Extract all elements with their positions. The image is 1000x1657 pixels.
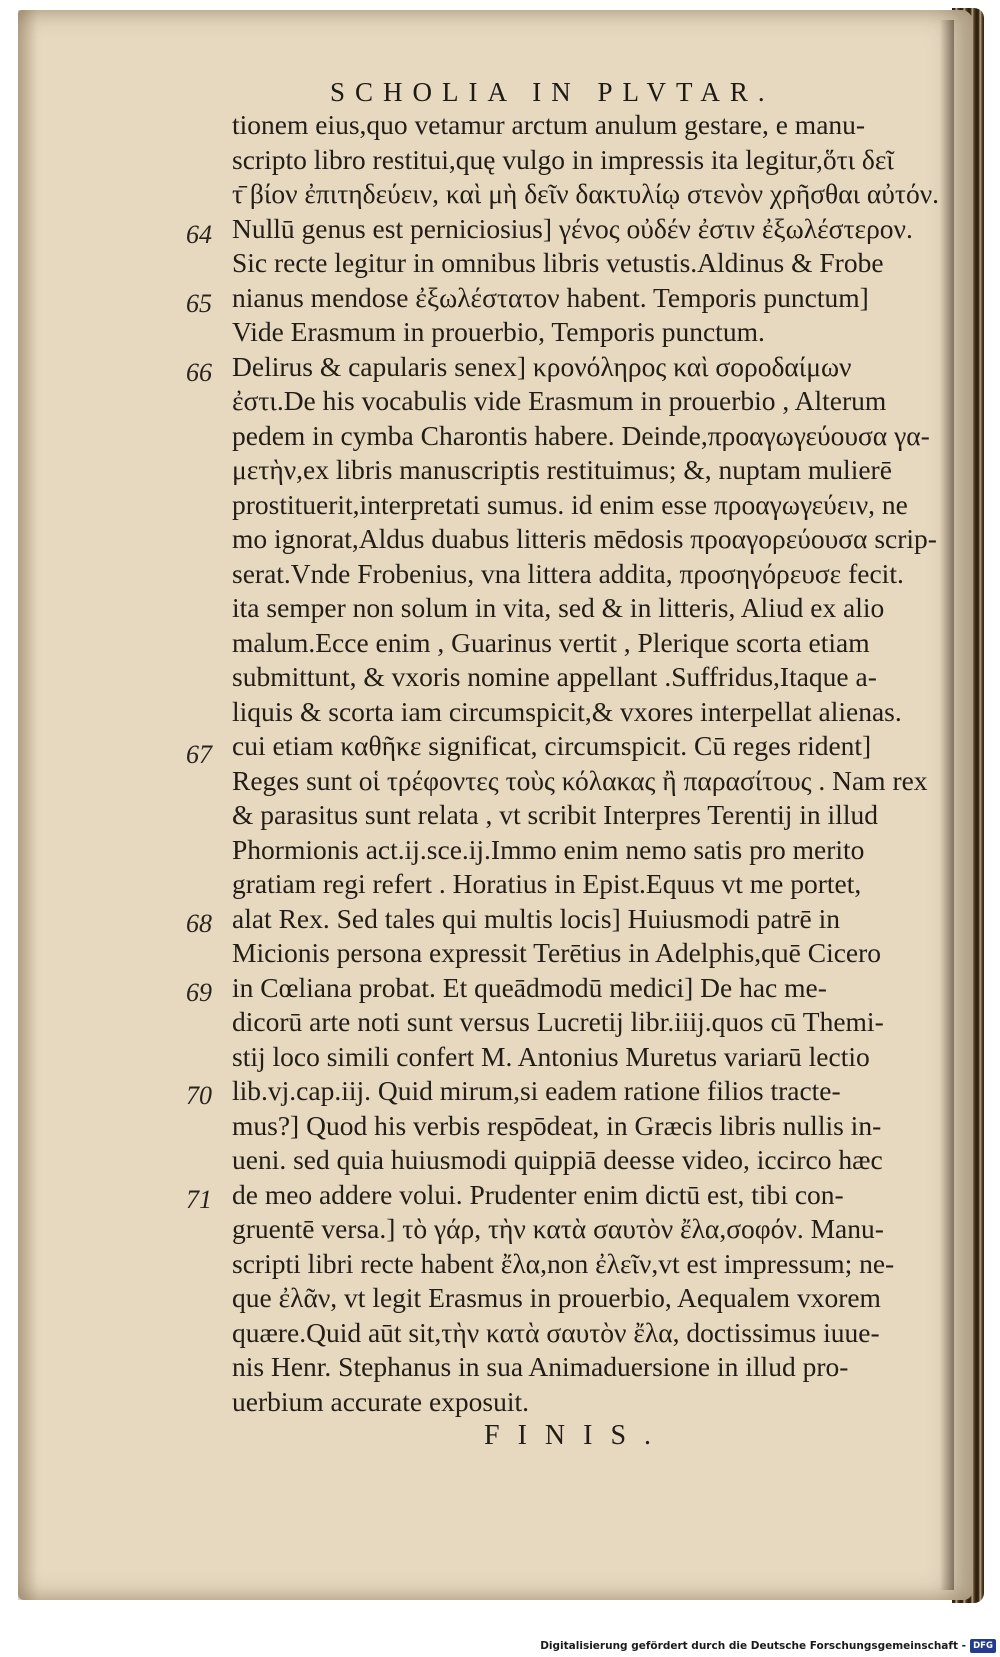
- text-line: gruentē versa.] τὸ γάρ, τὴν κατὰ σαυτὸν ἔλα,σοφόν. Manu-: [232, 1213, 884, 1244]
- margin-number: 68: [186, 909, 212, 938]
- text-line: & parasitus sunt relata , vt scribit Interpres Terentij in illud: [232, 799, 878, 830]
- text-line: cui etiam καθῆκε significat, circumspicit. Cū reges rident]: [232, 730, 872, 761]
- text-line: lib.vj.cap.iij. Quid mirum,si eadem ratione filios tracte-: [232, 1075, 841, 1106]
- text-line: dicorū arte noti sunt versus Lucretij libr.iiij.quos cū Themi-: [232, 1006, 884, 1037]
- text-line: prostituerit,interpretati sumus. id enim esse προαγωγεύειν, ne: [232, 488, 908, 520]
- text-line: pedem in cymba Charontis habere. Deinde,προαγωγεύουσα γα-: [232, 419, 930, 451]
- text-line: serat.Vnde Frobenius, vna littera addita, προσηγόρευσε fecit.: [232, 557, 904, 589]
- gutter-shadow: [18, 10, 38, 1600]
- footer-credit: Digitalisierung gefördert durch die Deutsche Forschungsgemeinschaft -: [540, 1640, 966, 1652]
- running-head: SCHOLIA IN PLVTAR.: [330, 77, 775, 107]
- text-line: stij loco simili confert M. Antonius Muretus variarū lectio: [232, 1040, 870, 1072]
- text-line: malum.Ecce enim , Guarinus vertit , Plerique scorta etiam: [232, 626, 870, 658]
- margin-number: 71: [186, 1185, 212, 1214]
- text-line: Micionis persona expressit Terētius in Adelphis,quē Cicero: [232, 937, 882, 968]
- text-line: mus?] Quod his verbis respōdeat, in Græcis libris nullis in-: [232, 1109, 882, 1141]
- text-line: ueni. sed quia huiusmodi quippiā deesse video, iccirco hæc: [232, 1144, 883, 1175]
- text-line: Reges sunt οἱ τρέφοντες τοὺς κόλακας ἢ παρασίτους . Nam rex: [232, 764, 928, 796]
- text-line: τ̄ βίον ἐπιτηδεύειν, καὶ μὴ δεῖν δακτυλίῳ στενὸν χρῆσθαι αὐτόν.: [232, 178, 940, 209]
- text-line: Sic recte legitur in omnibus libris vetustis.Aldinus & Frobe: [232, 247, 884, 278]
- text-line: nis Henr. Stephanus in sua Animaduersione in illud pro-: [232, 1351, 849, 1382]
- margin-number: 66: [186, 358, 212, 387]
- text-line: submittunt, & vxoris nomine appellant .Suffridus,Itaque a-: [232, 661, 877, 692]
- text-line: ita semper non solum in vita, sed & in litteris, Aliud ex alio: [232, 592, 885, 623]
- text-line: Nullū genus est perniciosius] γένος οὐδέν ἐστιν ἐξωλέστερον.: [232, 212, 913, 244]
- text-line: quære.Quid aūt sit,τὴν κατὰ σαυτὸν ἔλα, doctissimus iuue-: [232, 1316, 880, 1348]
- text-line: scripto libro restitui,quę vulgo in impressis ita legitur,ὅτι δεῖ: [232, 143, 894, 175]
- finis-colophon: FINIS.: [484, 1420, 670, 1451]
- text-line: que ἐλᾶν, vt legit Erasmus in prouerbio, Aequalem vxorem: [232, 1282, 881, 1313]
- text-line: tionem eius,quo vetamur arctum anulum gestare, e manu-: [232, 109, 866, 140]
- text-line: scripti libri recte habent ἔλα,non ἐλεῖν,vt est impressum; ne-: [232, 1247, 895, 1279]
- text-line: mo ignorat,Aldus duabus litteris mēdosis προαγορεύουσα scrip-: [232, 523, 937, 554]
- text-line: Delirus & capularis senex] κρονόληρος καὶ σοροδαίμων: [232, 350, 852, 382]
- margin-number: 65: [186, 289, 212, 318]
- margin-number: 69: [186, 978, 212, 1007]
- text-line: de meo addere volui. Prudenter enim dictū est, tibi con-: [232, 1178, 844, 1210]
- margin-number: 64: [186, 220, 212, 249]
- text-line: Phormionis act.ij.sce.ij.Immo enim nemo satis pro merito: [232, 833, 865, 865]
- margin-number: 70: [186, 1081, 212, 1110]
- body-text: [232, 108, 952, 1419]
- text-line: ἐστι.De his vocabulis vide Erasmum in prouerbio , Alterum: [232, 385, 887, 416]
- text-line: Vide Erasmum in prouerbio, Temporis punctum.: [232, 316, 765, 347]
- text-line: in Cœliana probat. Et queādmodū medici] De hac me-: [232, 971, 827, 1003]
- text-line: uerbium accurate exposuit.: [232, 1385, 530, 1417]
- text-line: gratiam regi refert . Horatius in Epist.Equus vt me portet,: [232, 868, 862, 899]
- text-line: liquis & scorta iam circumspicit,& vxores interpellat alienas.: [232, 695, 902, 727]
- dfg-logo[interactable]: DFG: [970, 1639, 996, 1653]
- text-line: μετὴν,ex libris manuscriptis restituimus; &, nuptam mulierē: [232, 454, 892, 485]
- margin-number: 67: [186, 740, 212, 769]
- text-line: alat Rex. Sed tales qui multis locis] Huiusmodi patrē in: [232, 902, 840, 934]
- text-line: nianus mendose ἐξωλέστατον habent. Temporis punctum]: [232, 281, 869, 313]
